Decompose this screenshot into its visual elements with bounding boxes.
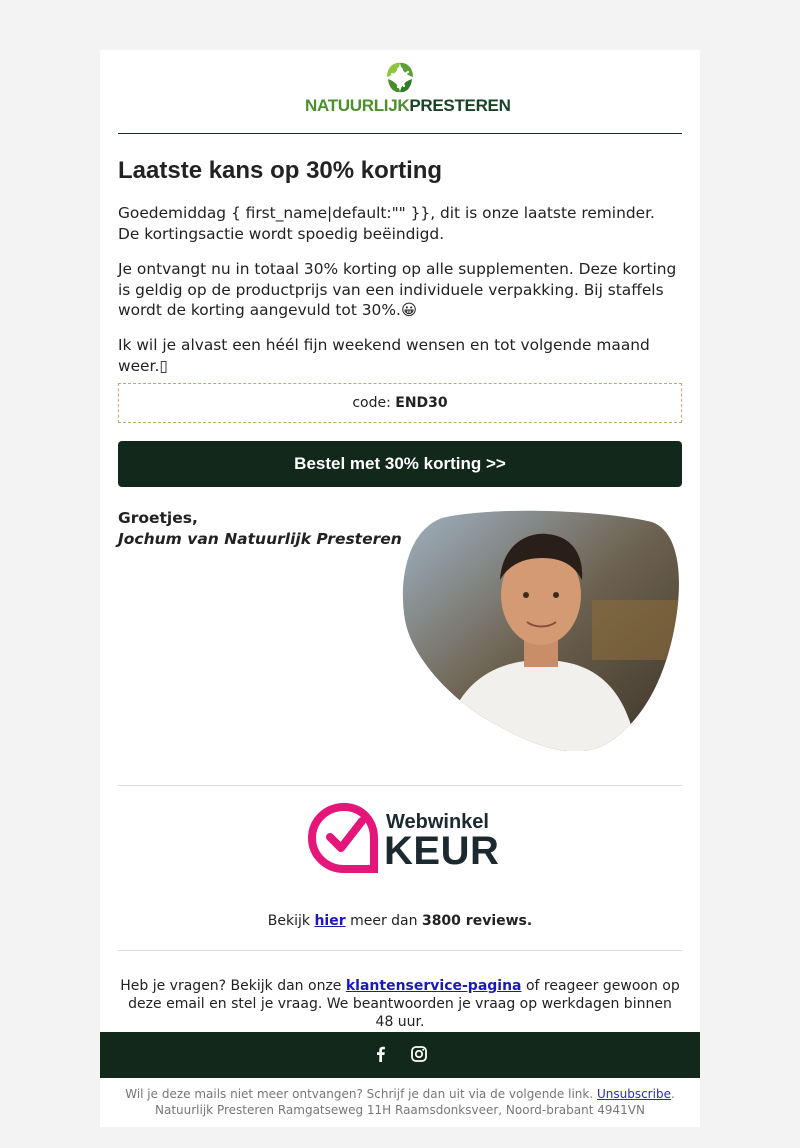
keur-word-1: Webwinkel (386, 811, 489, 833)
keur-word-2: KEUR (384, 829, 500, 873)
social-bar (100, 1032, 700, 1078)
weekend-paragraph: Ik wil je alvast een héél fijn weekend wensen en tot volgende maand weer.▯ (118, 336, 650, 375)
instagram-icon[interactable] (410, 1045, 428, 1063)
reviews-line (118, 912, 682, 930)
signature-name: Jochum van Natuurlijk Presteren (118, 530, 402, 548)
reviews-count: 3800 reviews. (421, 913, 533, 929)
unsubscribe-line (100, 1086, 700, 1102)
unsub-end: . (670, 1087, 675, 1101)
reviews-prefix: Bekijk (267, 913, 315, 929)
code-label: code: (352, 395, 396, 411)
support-text (118, 977, 682, 1031)
order-button[interactable]: Bestel met 30% korting >> (118, 441, 682, 487)
intro-paragraph: Goedemiddag { first_name|default:"" }}, dit is onze laatste reminder. De kortingsactie wordt spoedig beëindigd. (118, 204, 655, 243)
section-divider-2 (118, 950, 682, 951)
discount-paragraph: Je ontvangt nu in totaal 30% korting op alle supplementen. Deze korting is geldig op de productprijs van een individuele verpakking. Bij staffels wordt de korting aangevuld tot 30%.😀 (118, 260, 677, 320)
logo-word-2: PRESTEREN (409, 96, 511, 115)
signature-greeting: Groetjes, (118, 509, 198, 527)
email-card (100, 50, 700, 1127)
support-prefix: Heb je vragen? Bekijk dan onze (120, 978, 346, 994)
facebook-icon[interactable] (372, 1045, 390, 1063)
unsub-text: Wil je deze mails niet meer ontvangen? Schrijf je dan uit via de volgende link. (125, 1087, 597, 1101)
section-divider-1 (118, 785, 682, 786)
support-link[interactable]: klantenservice-pagina (345, 978, 522, 994)
email-title: Laatste kans op 30% korting (118, 157, 443, 184)
code-value: END30 (395, 395, 448, 411)
leaf-person-icon (383, 60, 417, 94)
keur-check-icon (308, 803, 380, 873)
header-divider (118, 133, 682, 134)
unsubscribe-link[interactable]: Unsubscribe (596, 1087, 671, 1101)
reviews-link[interactable]: hier (314, 913, 346, 929)
support-suffix: of reageer gewoon op deze email en stel je vraag. We beantwoorden je vraag op werkdagen binnen 48 uur. (128, 978, 680, 1030)
company-address: Natuurlijk Presteren Ramgatseweg 11H Raamsdonksveer, Noord-brabant 4941VN (155, 1103, 645, 1117)
logo-word-1: NATUURLIJK (305, 96, 410, 115)
reviews-mid: meer dan (345, 913, 422, 929)
sender-photo (402, 510, 680, 751)
webwinkelkeur-logo[interactable] (308, 803, 500, 873)
discount-code-box (118, 383, 682, 423)
brand-logo[interactable] (305, 60, 511, 120)
